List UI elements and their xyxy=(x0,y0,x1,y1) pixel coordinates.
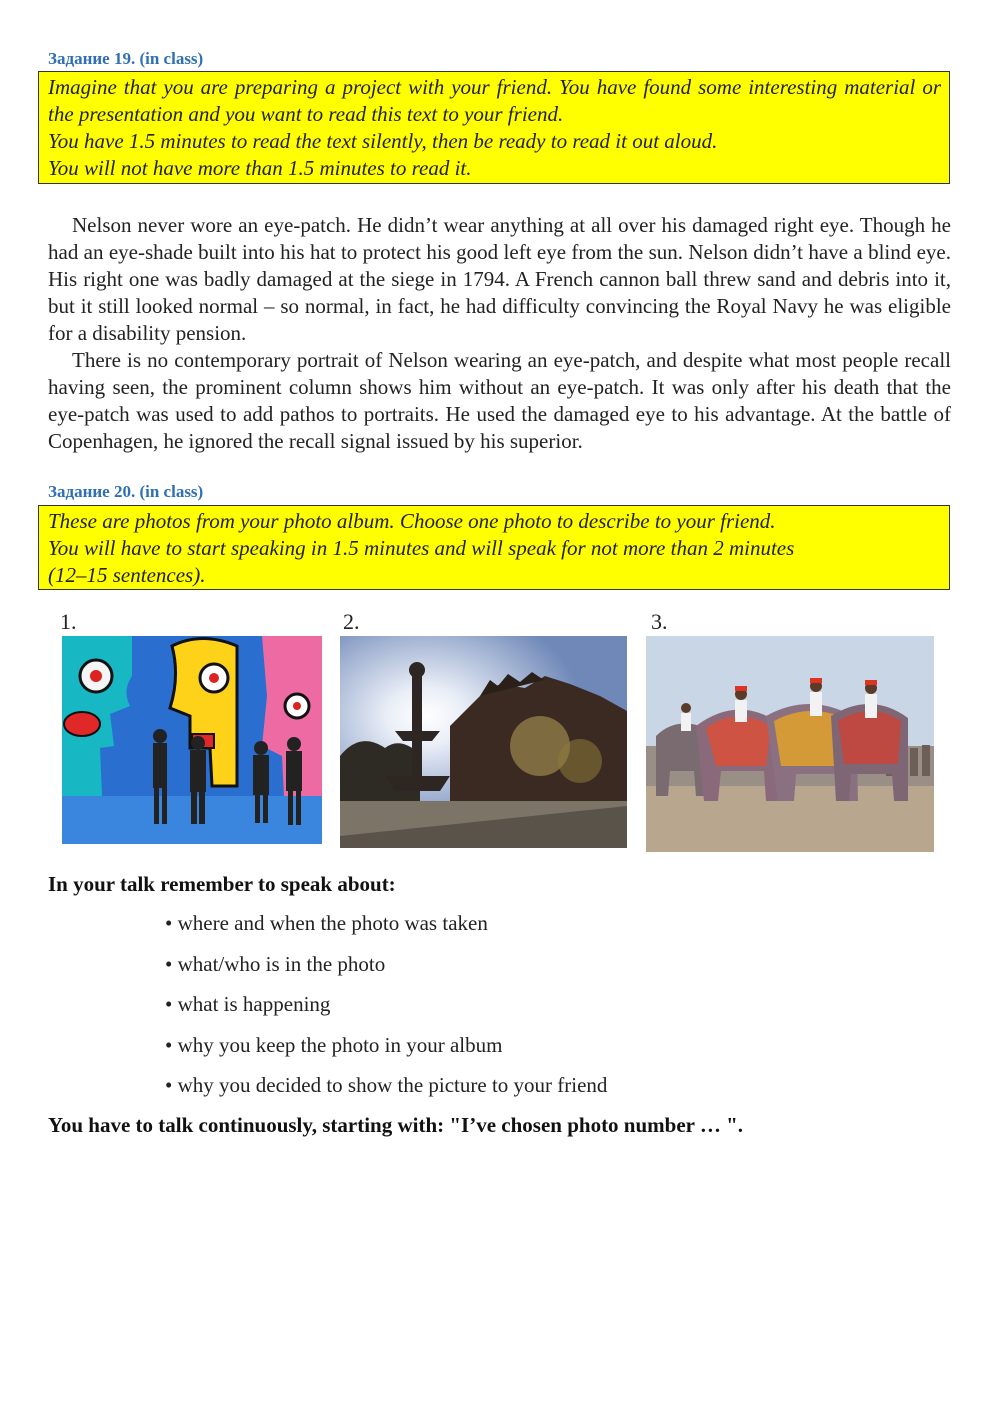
task-20-heading: Задание 20. (in class) xyxy=(48,482,204,501)
photo-2-fountain-castle xyxy=(340,636,627,848)
list-item: • why you decided to show the picture to your friend xyxy=(165,1073,608,1097)
instruction-line: These are photos from your photo album. Choose one photo to describe to your friend. xyxy=(48,509,776,533)
photo-2-number: 2. xyxy=(343,609,360,634)
list-item: • where and when the photo was taken xyxy=(165,911,488,935)
closing-instruction: You have to talk continuously, starting with: "I’ve chosen photo number … ". xyxy=(48,1113,744,1137)
photo-1-graffiti-wall xyxy=(62,636,322,844)
paragraph: There is no contemporary portrait of Nelson wearing an eye-patch, and despite what most people recall having seen, the prominent column shows him without an eye-patch. It was only after his death that the eye-patch was used to add pathos to portraits. He used the damaged eye to his advantage. At the battle of Copenhagen, he ignored the recall signal issued by his superior. xyxy=(48,348,951,453)
instruction-line: (12–15 sentences). xyxy=(48,563,206,587)
paragraph: Nelson never wore an eye-patch. He didn’t wear anything at all over his damaged right eye. Though he had an eye-shade built into his hat to protect his good left eye from the sun. Nelson didn’t have a blind eye. His right one was badly damaged at the siege in 1794. A French cannon ball threw sand and debris into it, but it still looked normal – so normal, in fact, he had difficulty convincing the Royal Navy he was eligible for a disability pension. xyxy=(48,213,951,345)
list-item: • what is happening xyxy=(165,992,331,1016)
instruction-line: You will have to start speaking in 1.5 minutes and will speak for not more than 2 minutes xyxy=(48,536,795,560)
instruction-line: You will not have more than 1.5 minutes to read it. xyxy=(48,156,472,180)
talk-prompt: In your talk remember to speak about: xyxy=(48,872,396,896)
photo-1-number: 1. xyxy=(60,609,77,634)
photo-3-painted-elephants xyxy=(646,636,934,852)
list-item: • why you keep the photo in your album xyxy=(165,1032,503,1057)
talk-points-list xyxy=(165,911,607,1114)
task-19-instructions-box xyxy=(38,71,950,184)
instruction-line: Imagine that you are preparing a project with your friend. You have found some interesting material or the presentation and you want to read this text to your friend. xyxy=(48,75,941,126)
list-item: • what/who is in the photo xyxy=(165,951,386,976)
task-19-heading: Задание 19. (in class) xyxy=(48,49,204,68)
instruction-line: You have 1.5 minutes to read the text silently, then be ready to read it out aloud. xyxy=(48,129,718,153)
task-20-instructions-box xyxy=(38,505,950,590)
reading-text xyxy=(48,212,951,455)
photo-3-number: 3. xyxy=(651,609,668,634)
